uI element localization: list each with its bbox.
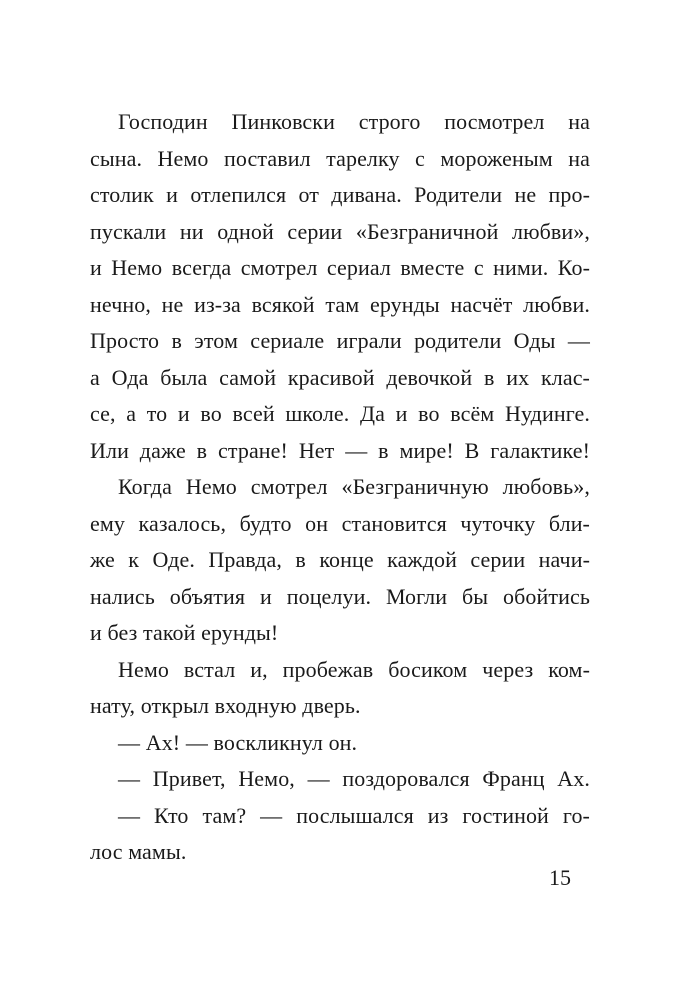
text-line: — Привет, Немо, — поздоровался Франц Ах. <box>118 766 590 791</box>
body-text <box>90 104 590 871</box>
text-line: нечно, не из-за всякой там ерунды насчёт любви. <box>90 291 590 317</box>
text-line: столик и отлепился от дивана. Родители не про- <box>90 182 590 207</box>
text-line: се, а то и во всей школе. Да и во всём Нудинге. <box>90 401 590 426</box>
text-line: и без такой ерунды! <box>90 620 279 645</box>
text-line: Когда Немо смотрел «Безграничную любовь», <box>118 474 590 499</box>
text-line: же к Оде. Правда, в конце каждой серии начи- <box>90 547 590 572</box>
text-line: Немо встал и, пробежав босиком через ком- <box>118 656 590 682</box>
text-line: нату, открыл входную дверь. <box>90 693 361 718</box>
text-line: Просто в этом сериале играли родители Оды — <box>90 328 590 353</box>
text-line: лос мамы. <box>90 839 187 864</box>
text-line: сына. Немо поставил тарелку с мороженым на <box>90 145 590 171</box>
text-line: Господин Пинковски строго посмотрел на <box>118 109 590 134</box>
text-line: нались объятия и поцелуи. Могли бы обойтись <box>90 583 590 609</box>
text-line: пускали ни одной серии «Безграничной любви», <box>90 218 590 244</box>
text-line: Или даже в стране! Нет — в мире! В галактике! <box>90 437 590 463</box>
text-line: а Ода была самой красивой девочкой в их клас- <box>90 364 590 390</box>
text-line: ему казалось, будто он становится чуточку бли- <box>90 510 590 536</box>
page-number: 15 <box>549 865 571 890</box>
text-line: — Кто там? — послышался из гостиной го- <box>118 802 590 828</box>
text-line: и Немо всегда смотрел сериал вместе с ними. Ко- <box>90 255 590 280</box>
text-line: — Ах! — воскликнул он. <box>118 729 358 755</box>
